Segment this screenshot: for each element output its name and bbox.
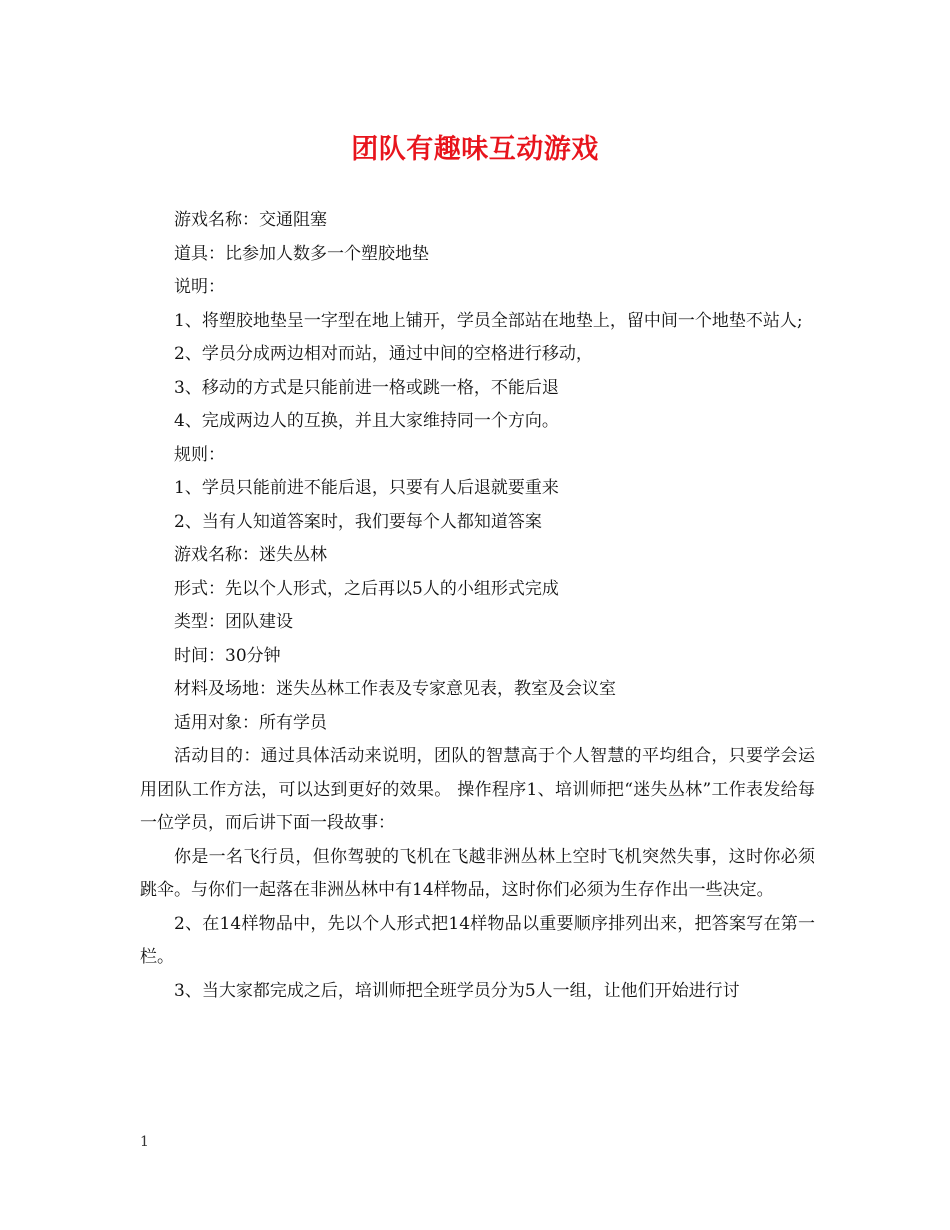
paragraph: 2、在14样物品中，先以个人形式把14样物品以重要顺序排列出来，把答案写在第一栏。 bbox=[140, 913, 815, 967]
paragraph: 3、当大家都完成之后，培训师把全班学员分为5人一组，让他们开始进行讨 bbox=[174, 980, 740, 1001]
paragraph: 游戏名称：交通阻塞 bbox=[174, 210, 327, 230]
paragraph: 材料及场地：迷失丛林工作表及专家意见表，教室及会议室 bbox=[174, 679, 616, 699]
paragraph: 2、当有人知道答案时，我们要每个人都知道答案 bbox=[174, 511, 542, 532]
paragraph: 类型：团队建设 bbox=[174, 612, 293, 632]
paragraph: 2、学员分成两边相对而站，通过中间的空格进行移动， bbox=[174, 344, 593, 364]
paragraph: 道具：比参加人数多一个塑胶地垫 bbox=[174, 243, 429, 264]
paragraph: 1、学员只能前进不能后退，只要有人后退就要重来 bbox=[174, 478, 559, 498]
paragraph: 活动目的：通过具体活动来说明，团队的智慧高于个人智慧的平均组合，只要学会运用团队工作方法，可以达到更好的效果。 操作程序1、培训师把“迷失丛林”工作表发给每一位学员，而后讲下面一段故事： bbox=[140, 746, 815, 833]
paragraph: 形式：先以个人形式，之后再以5人的小组形式完成 bbox=[174, 578, 559, 599]
paragraph: 游戏名称：迷失丛林 bbox=[174, 545, 327, 565]
paragraph: 1、将塑胶地垫呈一字型在地上铺开，学员全部站在地垫上，留中间一个地垫不站人; bbox=[174, 310, 803, 331]
document-title: 团队有趣味互动游戏 bbox=[351, 134, 599, 165]
paragraph: 规则： bbox=[174, 444, 225, 465]
paragraph: 适用对象：所有学员 bbox=[174, 712, 327, 733]
paragraph: 说明： bbox=[174, 277, 225, 297]
paragraph: 3、移动的方式是只能前进一格或跳一格，不能后退 bbox=[174, 377, 559, 398]
paragraph: 时间：30分钟 bbox=[174, 645, 281, 666]
page-number: 1 bbox=[140, 1134, 149, 1150]
paragraph: 4、完成两边人的互换，并且大家维持同一个方向。 bbox=[174, 411, 559, 431]
document-body bbox=[140, 204, 815, 1008]
paragraph: 你是一名飞行员，但你驾驶的飞机在飞越非洲丛林上空时飞机突然失事，这时你必须跳伞。与你们一起落在非洲丛林中有14样物品，这时你们必须为生存作出一些决定。 bbox=[140, 846, 815, 900]
